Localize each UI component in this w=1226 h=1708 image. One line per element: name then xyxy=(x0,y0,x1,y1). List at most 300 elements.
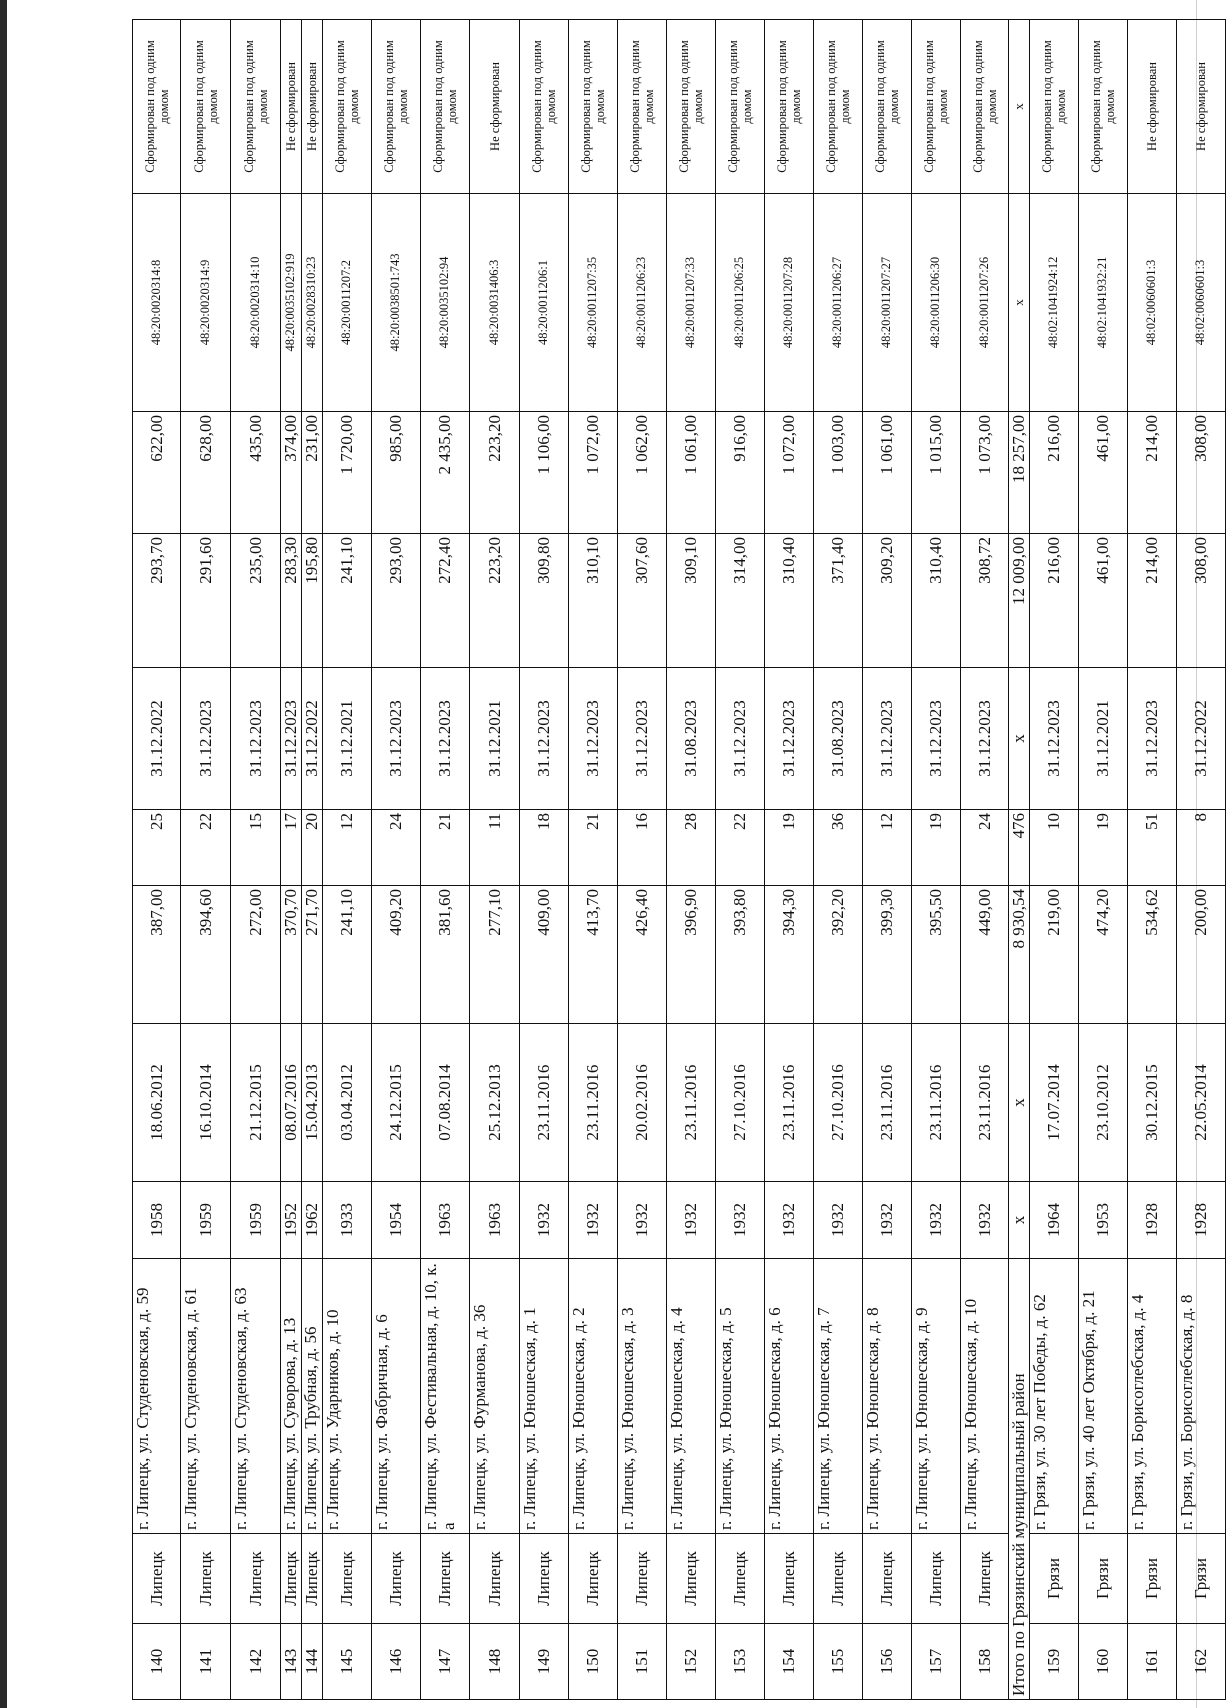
total-area-cell: 370,70 xyxy=(281,886,302,1024)
land-area-cell: 916,00 xyxy=(716,412,765,534)
deadline-cell: 31.08.2023 xyxy=(667,668,716,810)
total-area-cell: 426,40 xyxy=(618,886,667,1024)
address-cell: г. Липецк, ул. Ударников, д. 10 xyxy=(323,1259,372,1534)
residents-count-cell: 21 xyxy=(569,810,618,886)
date-cell: 21.12.2015 xyxy=(231,1024,281,1182)
table-row xyxy=(323,20,372,1700)
row-number: 148 xyxy=(470,1624,520,1700)
cadastral-number-cell: 48:20:0011207:33 xyxy=(667,194,716,412)
land-area-cell: 1 073,00 xyxy=(961,412,1009,534)
deadline-cell: 31.12.2023 xyxy=(520,668,569,810)
table-row xyxy=(421,20,470,1700)
residents-count-cell: 24 xyxy=(372,810,421,886)
address-cell: г. Липецк, ул. Юношеская, д. 4 xyxy=(667,1259,716,1534)
deadline-cell: 31.12.2022 xyxy=(302,668,323,810)
land-area-cell: 1 720,00 xyxy=(323,412,372,534)
residents-count-cell: 17 xyxy=(281,810,302,886)
land-status-cell: Сформирован под одним домом xyxy=(520,20,569,194)
residents-count-cell: 20 xyxy=(302,810,323,886)
row-number: 153 xyxy=(716,1624,765,1700)
cadastral-number-cell: 48:20:0011207:35 xyxy=(569,194,618,412)
land-status-cell: Сформирован под одним домом xyxy=(181,20,231,194)
land-status-cell: Сформирован под одним домом xyxy=(814,20,863,194)
total-area-cell: 200,00 xyxy=(1177,886,1226,1024)
cadastral-number-cell: 48:20:0031406:3 xyxy=(470,194,520,412)
deadline-cell: 31.12.2022 xyxy=(1177,668,1226,810)
rotated-table-page xyxy=(132,20,1211,1700)
total-area-cell: 219,00 xyxy=(1030,886,1079,1024)
year-built-cell: 1963 xyxy=(421,1182,470,1259)
total-area-cell: 534,62 xyxy=(1128,886,1177,1024)
residents-count-cell: 25 xyxy=(133,810,181,886)
table-row xyxy=(470,20,520,1700)
residents-count-cell: 51 xyxy=(1128,810,1177,886)
year-built-cell: 1932 xyxy=(569,1182,618,1259)
total-date-cell: х xyxy=(1009,1024,1030,1182)
city-cell: Липецк xyxy=(133,1534,181,1624)
deadline-cell: 31.08.2023 xyxy=(814,668,863,810)
row-number: 152 xyxy=(667,1624,716,1700)
total-total-area-cell: 8 930,54 xyxy=(1009,886,1030,1024)
housing-register-table xyxy=(132,19,1226,1700)
land-status-cell: Сформирован под одним домом xyxy=(765,20,814,194)
land-status-cell: Сформирован под одним домом xyxy=(569,20,618,194)
city-cell: Грязи xyxy=(1128,1534,1177,1624)
land-status-cell: Сформирован под одним домом xyxy=(618,20,667,194)
total-area-cell: 395,50 xyxy=(912,886,961,1024)
row-number: 142 xyxy=(231,1624,281,1700)
area2-cell: 310,40 xyxy=(765,534,814,668)
city-cell: Липецк xyxy=(323,1534,372,1624)
row-number: 143 xyxy=(281,1624,302,1700)
address-cell: г. Липецк, ул. Юношеская, д. 3 xyxy=(618,1259,667,1534)
land-area-cell: 461,00 xyxy=(1079,412,1128,534)
address-cell: г. Липецк, ул. Суворова, д. 13 xyxy=(281,1259,302,1534)
row-number: 141 xyxy=(181,1624,231,1700)
area2-cell: 310,40 xyxy=(912,534,961,668)
land-status-cell: Не сформирован xyxy=(470,20,520,194)
area2-cell: 214,00 xyxy=(1128,534,1177,668)
cadastral-number-cell: 48:02:1041932:21 xyxy=(1079,194,1128,412)
deadline-cell: 31.12.2023 xyxy=(912,668,961,810)
city-cell: Липецк xyxy=(520,1534,569,1624)
total-area-cell: 449,00 xyxy=(961,886,1009,1024)
address-cell: г. Грязи, ул. 30 лет Победы, д. 62 xyxy=(1030,1259,1079,1534)
residents-count-cell: 8 xyxy=(1177,810,1226,886)
table-row xyxy=(569,20,618,1700)
land-status-cell: Сформирован под одним домом xyxy=(133,20,181,194)
year-built-cell: 1952 xyxy=(281,1182,302,1259)
residents-count-cell: 12 xyxy=(323,810,372,886)
area2-cell: 195,80 xyxy=(302,534,323,668)
land-status-cell: Не сформирован xyxy=(1177,20,1226,194)
area2-cell: 309,20 xyxy=(863,534,912,668)
date-cell: 23.11.2016 xyxy=(667,1024,716,1182)
area2-cell: 309,10 xyxy=(667,534,716,668)
date-cell: 24.12.2015 xyxy=(372,1024,421,1182)
total-area-cell: 394,30 xyxy=(765,886,814,1024)
area2-cell: 308,00 xyxy=(1177,534,1226,668)
land-status-cell: Не сформирован xyxy=(1128,20,1177,194)
table-row xyxy=(618,20,667,1700)
residents-count-cell: 36 xyxy=(814,810,863,886)
land-area-cell: 985,00 xyxy=(372,412,421,534)
cadastral-number-cell: 48:02:0060601:3 xyxy=(1177,194,1226,412)
cadastral-number-cell: 48:20:0011206:23 xyxy=(618,194,667,412)
year-built-cell: 1932 xyxy=(520,1182,569,1259)
land-status-cell: Сформирован под одним домом xyxy=(716,20,765,194)
total-area-cell: 409,20 xyxy=(372,886,421,1024)
city-cell: Липецк xyxy=(569,1534,618,1624)
area2-cell: 241,10 xyxy=(323,534,372,668)
cadastral-number-cell: 48:20:0011206:27 xyxy=(814,194,863,412)
residents-count-cell: 10 xyxy=(1030,810,1079,886)
total-area2-cell: 12 009,00 xyxy=(1009,534,1030,668)
city-cell: Грязи xyxy=(1030,1534,1079,1624)
year-built-cell: 1932 xyxy=(912,1182,961,1259)
address-cell: г. Липецк, ул. Фабричная, д. 6 xyxy=(372,1259,421,1534)
address-cell: г. Грязи, ул. Борисоглебская, д. 8 xyxy=(1177,1259,1226,1534)
total-cadastral-number-cell: х xyxy=(1009,194,1030,412)
cadastral-number-cell: 48:20:0011207:26 xyxy=(961,194,1009,412)
address-cell: г. Липецк, ул. Студеновская, д. 59 xyxy=(133,1259,181,1534)
city-cell: Липецк xyxy=(281,1534,302,1624)
cadastral-number-cell: 48:20:0020314:9 xyxy=(181,194,231,412)
row-number: 162 xyxy=(1177,1624,1226,1700)
row-number: 161 xyxy=(1128,1624,1177,1700)
total-area-cell: 387,00 xyxy=(133,886,181,1024)
year-built-cell: 1964 xyxy=(1030,1182,1079,1259)
address-cell: г. Липецк, ул. Юношеская, д. 6 xyxy=(765,1259,814,1534)
cadastral-number-cell: 48:20:0011206:30 xyxy=(912,194,961,412)
year-built-cell: 1933 xyxy=(323,1182,372,1259)
total-row xyxy=(1009,20,1030,1700)
deadline-cell: 31.12.2023 xyxy=(716,668,765,810)
total-area-cell: 392,20 xyxy=(814,886,863,1024)
address-cell: г. Грязи, ул. 40 лет Октября, д. 21 xyxy=(1079,1259,1128,1534)
residents-count-cell: 21 xyxy=(421,810,470,886)
table-row xyxy=(1128,20,1177,1700)
row-number: 146 xyxy=(372,1624,421,1700)
land-status-cell: Сформирован под одним домом xyxy=(372,20,421,194)
deadline-cell: 31.12.2023 xyxy=(618,668,667,810)
city-cell: Липецк xyxy=(618,1534,667,1624)
address-cell: г. Грязи, ул. Борисоглебская, д. 4 xyxy=(1128,1259,1177,1534)
table-row xyxy=(1079,20,1128,1700)
date-cell: 22.05.2014 xyxy=(1177,1024,1226,1182)
date-cell: 17.07.2014 xyxy=(1030,1024,1079,1182)
deadline-cell: 31.12.2023 xyxy=(863,668,912,810)
cadastral-number-cell: 48:20:0038501:743 xyxy=(372,194,421,412)
table-row xyxy=(231,20,281,1700)
cadastral-number-cell: 48:20:0035102:919 xyxy=(281,194,302,412)
land-area-cell: 2 435,00 xyxy=(421,412,470,534)
cadastral-number-cell: 48:02:1041924:12 xyxy=(1030,194,1079,412)
total-deadline-cell: х xyxy=(1009,668,1030,810)
area2-cell: 293,00 xyxy=(372,534,421,668)
residents-count-cell: 28 xyxy=(667,810,716,886)
land-area-cell: 1 072,00 xyxy=(765,412,814,534)
total-area-cell: 271,70 xyxy=(302,886,323,1024)
address-cell: г. Липецк, ул. Трубная, д. 56 xyxy=(302,1259,323,1534)
residents-count-cell: 16 xyxy=(618,810,667,886)
land-status-cell: Сформирован под одним домом xyxy=(863,20,912,194)
residents-count-cell: 22 xyxy=(716,810,765,886)
land-area-cell: 628,00 xyxy=(181,412,231,534)
residents-count-cell: 22 xyxy=(181,810,231,886)
city-cell: Липецк xyxy=(765,1534,814,1624)
area2-cell: 223,20 xyxy=(470,534,520,668)
deadline-cell: 31.12.2023 xyxy=(765,668,814,810)
year-built-cell: 1953 xyxy=(1079,1182,1128,1259)
table-row xyxy=(302,20,323,1700)
residents-count-cell: 24 xyxy=(961,810,1009,886)
area2-cell: 272,40 xyxy=(421,534,470,668)
address-cell: г. Липецк, ул. Юношеская, д. 7 xyxy=(814,1259,863,1534)
cadastral-number-cell: 48:20:0011206:1 xyxy=(520,194,569,412)
cadastral-number-cell: 48:20:0028310:23 xyxy=(302,194,323,412)
total-area-cell: 396,90 xyxy=(667,886,716,1024)
total-area-cell: 413,70 xyxy=(569,886,618,1024)
total-area-cell: 409,00 xyxy=(520,886,569,1024)
cadastral-number-cell: 48:20:0020314:8 xyxy=(133,194,181,412)
land-area-cell: 223,20 xyxy=(470,412,520,534)
year-built-cell: 1932 xyxy=(961,1182,1009,1259)
year-built-cell: 1932 xyxy=(667,1182,716,1259)
deadline-cell: 31.12.2023 xyxy=(421,668,470,810)
city-cell: Грязи xyxy=(1177,1534,1226,1624)
cadastral-number-cell: 48:20:0020314:10 xyxy=(231,194,281,412)
land-status-cell: Сформирован под одним домом xyxy=(323,20,372,194)
area2-cell: 314,00 xyxy=(716,534,765,668)
land-area-cell: 216,00 xyxy=(1030,412,1079,534)
table-row xyxy=(667,20,716,1700)
land-area-cell: 435,00 xyxy=(231,412,281,534)
land-area-cell: 374,00 xyxy=(281,412,302,534)
row-number: 154 xyxy=(765,1624,814,1700)
city-cell: Липецк xyxy=(716,1534,765,1624)
total-area-cell: 272,00 xyxy=(231,886,281,1024)
year-built-cell: 1958 xyxy=(133,1182,181,1259)
date-cell: 23.11.2016 xyxy=(765,1024,814,1182)
land-area-cell: 1 003,00 xyxy=(814,412,863,534)
year-built-cell: 1954 xyxy=(372,1182,421,1259)
area2-cell: 461,00 xyxy=(1079,534,1128,668)
total-area-cell: 241,10 xyxy=(323,886,372,1024)
area2-cell: 235,00 xyxy=(231,534,281,668)
city-cell: Липецк xyxy=(961,1534,1009,1624)
date-cell: 27.10.2016 xyxy=(716,1024,765,1182)
row-number: 144 xyxy=(302,1624,323,1700)
total-area-cell: 277,10 xyxy=(470,886,520,1024)
table-row xyxy=(133,20,181,1700)
land-status-cell: Не сформирован xyxy=(281,20,302,194)
year-built-cell: 1932 xyxy=(765,1182,814,1259)
deadline-cell: 31.12.2023 xyxy=(569,668,618,810)
land-area-cell: 231,00 xyxy=(302,412,323,534)
address-cell: г. Липецк, ул. Фестивальная, д. 10, к. а xyxy=(421,1259,470,1534)
table-row xyxy=(814,20,863,1700)
year-built-cell: 1932 xyxy=(863,1182,912,1259)
table-row xyxy=(281,20,302,1700)
row-number: 157 xyxy=(912,1624,961,1700)
total-area-cell: 393,80 xyxy=(716,886,765,1024)
land-area-cell: 214,00 xyxy=(1128,412,1177,534)
date-cell: 27.10.2016 xyxy=(814,1024,863,1182)
land-area-cell: 1 072,00 xyxy=(569,412,618,534)
address-cell: г. Липецк, ул. Юношеская, д. 10 xyxy=(961,1259,1009,1534)
area2-cell: 371,40 xyxy=(814,534,863,668)
total-area-cell: 474,20 xyxy=(1079,886,1128,1024)
city-cell: Липецк xyxy=(421,1534,470,1624)
total-area-cell: 381,60 xyxy=(421,886,470,1024)
residents-count-cell: 19 xyxy=(765,810,814,886)
address-cell: г. Липецк, ул. Юношеская, д. 8 xyxy=(863,1259,912,1534)
land-area-cell: 1 061,00 xyxy=(863,412,912,534)
table-row xyxy=(1030,20,1079,1700)
year-built-cell: 1932 xyxy=(814,1182,863,1259)
year-built-cell: 1959 xyxy=(181,1182,231,1259)
year-built-cell: 1928 xyxy=(1128,1182,1177,1259)
date-cell: 25.12.2013 xyxy=(470,1024,520,1182)
date-cell: 20.02.2016 xyxy=(618,1024,667,1182)
table-row xyxy=(181,20,231,1700)
cadastral-number-cell: 48:20:0011206:25 xyxy=(716,194,765,412)
total-land-area-cell: 18 257,00 xyxy=(1009,412,1030,534)
total-label: Итого по Грязинский муниципальный район xyxy=(1009,1259,1030,1700)
table-row xyxy=(765,20,814,1700)
date-cell: 07.08.2014 xyxy=(421,1024,470,1182)
cadastral-number-cell: 48:20:0011207:28 xyxy=(765,194,814,412)
area2-cell: 216,00 xyxy=(1030,534,1079,668)
date-cell: 30.12.2015 xyxy=(1128,1024,1177,1182)
city-cell: Липецк xyxy=(302,1534,323,1624)
date-cell: 03.04.2012 xyxy=(323,1024,372,1182)
address-cell: г. Липецк, ул. Фурманова, д. 36 xyxy=(470,1259,520,1534)
residents-count-cell: 18 xyxy=(520,810,569,886)
date-cell: 08.07.2016 xyxy=(281,1024,302,1182)
land-status-cell: Сформирован под одним домом xyxy=(961,20,1009,194)
deadline-cell: 31.12.2023 xyxy=(1128,668,1177,810)
total-year-built-cell: х xyxy=(1009,1182,1030,1259)
year-built-cell: 1932 xyxy=(716,1182,765,1259)
table-row xyxy=(961,20,1009,1700)
deadline-cell: 31.12.2023 xyxy=(231,668,281,810)
residents-count-cell: 19 xyxy=(912,810,961,886)
city-cell: Липецк xyxy=(181,1534,231,1624)
cadastral-number-cell: 48:20:0011207:27 xyxy=(863,194,912,412)
table-row xyxy=(912,20,961,1700)
address-cell: г. Липецк, ул. Юношеская, д. 2 xyxy=(569,1259,618,1534)
year-built-cell: 1932 xyxy=(618,1182,667,1259)
land-area-cell: 308,00 xyxy=(1177,412,1226,534)
row-number: 159 xyxy=(1030,1624,1079,1700)
total-land-status-cell: х xyxy=(1009,20,1030,194)
land-area-cell: 1 106,00 xyxy=(520,412,569,534)
land-status-cell: Сформирован под одним домом xyxy=(667,20,716,194)
date-cell: 23.11.2016 xyxy=(520,1024,569,1182)
area2-cell: 283,30 xyxy=(281,534,302,668)
residents-count-cell: 15 xyxy=(231,810,281,886)
total-area-cell: 394,60 xyxy=(181,886,231,1024)
table-row xyxy=(372,20,421,1700)
address-cell: г. Липецк, ул. Студеновская, д. 61 xyxy=(181,1259,231,1534)
land-area-cell: 622,00 xyxy=(133,412,181,534)
date-cell: 15.04.2013 xyxy=(302,1024,323,1182)
land-area-cell: 1 015,00 xyxy=(912,412,961,534)
city-cell: Липецк xyxy=(372,1534,421,1624)
city-cell: Липецк xyxy=(814,1534,863,1624)
row-number: 156 xyxy=(863,1624,912,1700)
cadastral-number-cell: 48:20:0011207:2 xyxy=(323,194,372,412)
deadline-cell: 31.12.2023 xyxy=(961,668,1009,810)
city-cell: Липецк xyxy=(912,1534,961,1624)
area2-cell: 308,72 xyxy=(961,534,1009,668)
date-cell: 18.06.2012 xyxy=(133,1024,181,1182)
scan-edge-mark xyxy=(0,0,7,1708)
row-number: 158 xyxy=(961,1624,1009,1700)
area2-cell: 293,70 xyxy=(133,534,181,668)
deadline-cell: 31.12.2021 xyxy=(470,668,520,810)
year-built-cell: 1959 xyxy=(231,1182,281,1259)
date-cell: 16.10.2014 xyxy=(181,1024,231,1182)
residents-count-cell: 12 xyxy=(863,810,912,886)
residents-count-cell: 19 xyxy=(1079,810,1128,886)
total-area-cell: 399,30 xyxy=(863,886,912,1024)
date-cell: 23.11.2016 xyxy=(569,1024,618,1182)
row-number: 145 xyxy=(323,1624,372,1700)
table-row xyxy=(1177,20,1226,1700)
address-cell: г. Липецк, ул. Юношеская, д. 5 xyxy=(716,1259,765,1534)
land-status-cell: Сформирован под одним домом xyxy=(1079,20,1128,194)
deadline-cell: 31.12.2021 xyxy=(1079,668,1128,810)
year-built-cell: 1963 xyxy=(470,1182,520,1259)
city-cell: Липецк xyxy=(231,1534,281,1624)
deadline-cell: 31.12.2023 xyxy=(281,668,302,810)
residents-count-cell: 11 xyxy=(470,810,520,886)
table-row xyxy=(520,20,569,1700)
table-row xyxy=(716,20,765,1700)
cadastral-number-cell: 48:02:0060601:3 xyxy=(1128,194,1177,412)
land-status-cell: Сформирован под одним домом xyxy=(912,20,961,194)
land-status-cell: Сформирован под одним домом xyxy=(231,20,281,194)
area2-cell: 310,10 xyxy=(569,534,618,668)
date-cell: 23.10.2012 xyxy=(1079,1024,1128,1182)
land-status-cell: Не сформирован xyxy=(302,20,323,194)
area2-cell: 291,60 xyxy=(181,534,231,668)
year-built-cell: 1928 xyxy=(1177,1182,1226,1259)
address-cell: г. Липецк, ул. Юношеская, д. 1 xyxy=(520,1259,569,1534)
table-row xyxy=(863,20,912,1700)
row-number: 160 xyxy=(1079,1624,1128,1700)
total-residents-count-cell: 476 xyxy=(1009,810,1030,886)
area2-cell: 307,60 xyxy=(618,534,667,668)
row-number: 155 xyxy=(814,1624,863,1700)
deadline-cell: 31.12.2023 xyxy=(1030,668,1079,810)
date-cell: 23.11.2016 xyxy=(863,1024,912,1182)
date-cell: 23.11.2016 xyxy=(961,1024,1009,1182)
row-number: 140 xyxy=(133,1624,181,1700)
land-area-cell: 1 061,00 xyxy=(667,412,716,534)
address-cell: г. Липецк, ул. Юношеская, д. 9 xyxy=(912,1259,961,1534)
address-cell: г. Липецк, ул. Студеновская, д. 63 xyxy=(231,1259,281,1534)
cadastral-number-cell: 48:20:0035102:94 xyxy=(421,194,470,412)
city-cell: Липецк xyxy=(667,1534,716,1624)
deadline-cell: 31.12.2023 xyxy=(181,668,231,810)
row-number: 151 xyxy=(618,1624,667,1700)
deadline-cell: 31.12.2022 xyxy=(133,668,181,810)
city-cell: Липецк xyxy=(470,1534,520,1624)
